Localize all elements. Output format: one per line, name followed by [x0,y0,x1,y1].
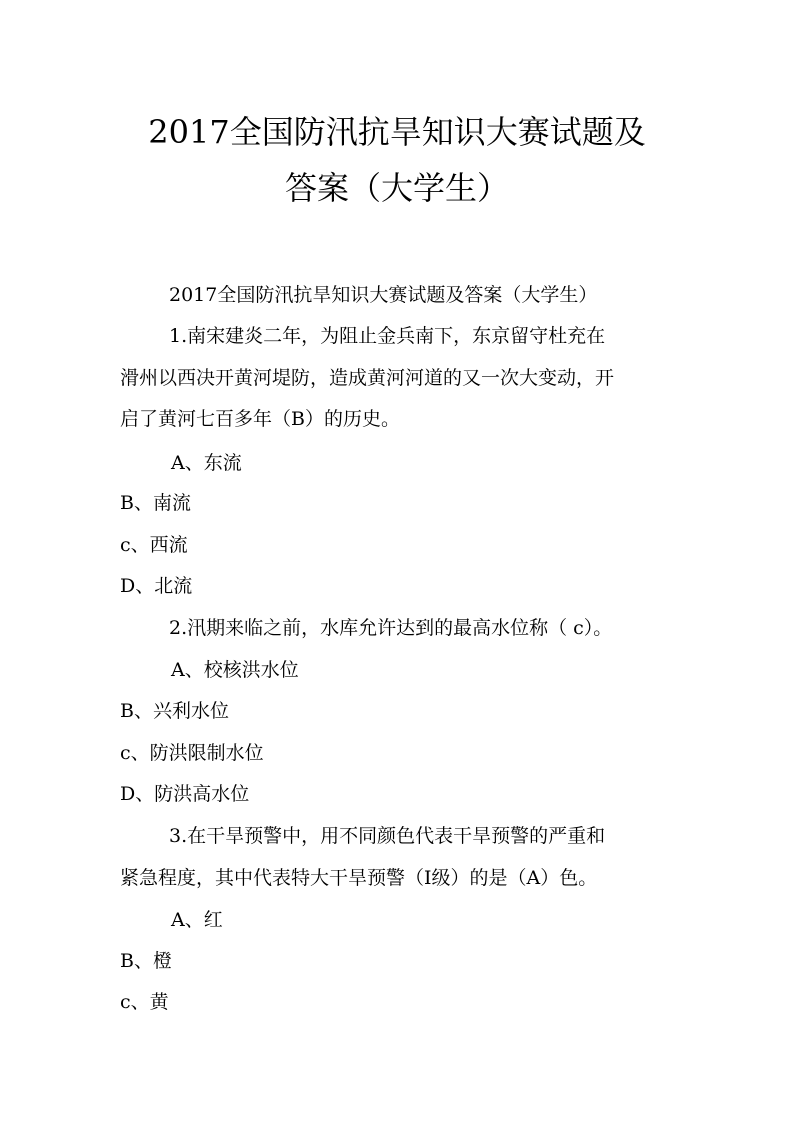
question-2-line-1: 2.汛期来临之前，水库允许达到的最高水位称（ c）。 [169,617,613,639]
question-3-option-a: A、红 [171,909,223,931]
question-3-line-1: 3.在干旱预警中，用不同颜色代表干旱预警的严重和 [169,825,606,847]
document-subtitle: 2017全国防汛抗旱知识大赛试题及答案（大学生） [169,284,598,306]
question-3-option-b: B、橙 [120,950,172,972]
question-1-line-3: 启了黄河七百多年（B）的历史。 [120,408,400,430]
question-1-option-b: B、南流 [120,492,191,514]
question-2-option-d: D、防洪高水位 [120,783,250,805]
question-1-option-a: A、东流 [171,452,242,474]
question-3-line-2: 紧急程度，其中代表特大干旱预警（Ⅰ级）的是（A）色。 [120,867,598,889]
question-1-option-d: D、北流 [120,575,193,597]
document-title-line-2: 答案（大学生） [284,169,509,207]
document-title-line-1: 2017全国防汛抗旱知识大赛试题及 [148,113,646,151]
question-1-option-c: c、西流 [120,534,188,556]
question-2-option-c: c、防洪限制水位 [120,742,264,764]
question-2-option-b: B、兴利水位 [120,700,229,722]
question-1-line-2: 滑州以西决开黄河堤防，造成黄河河道的又一次大变动，开 [120,367,615,389]
question-3-option-c: c、黄 [120,991,169,1013]
question-1-line-1: 1.南宋建炎二年，为阻止金兵南下，东京留守杜充在 [169,325,606,347]
question-2-option-a: A、校核洪水位 [171,659,299,681]
